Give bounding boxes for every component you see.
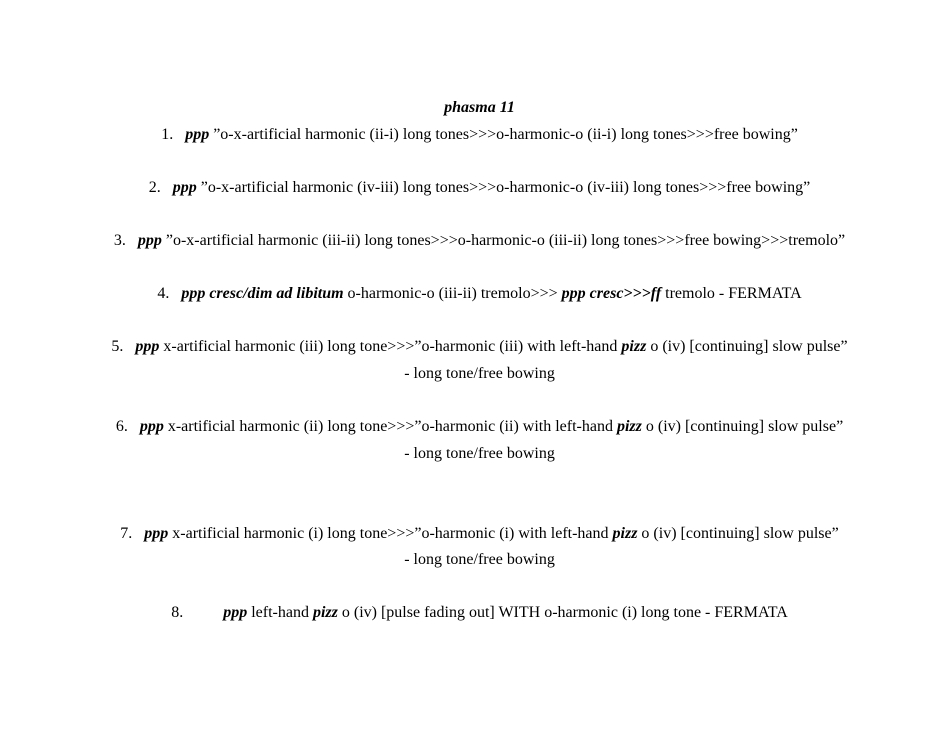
plain-text: 2. [148,178,173,196]
continuation-line [24,441,935,468]
plain-text: o (iv) [pulse fading out] WITH o-harmonic (i) long tone - FERMATA [337,604,788,622]
emphasis-text: ppp [172,178,197,196]
blank-line [24,255,935,282]
plain-text: 7. [120,524,145,542]
plain-text: tremolo - FERMATA [661,285,802,303]
emphasis-text: ppp [139,418,164,436]
list-item-4 [24,281,935,308]
blank-line [24,388,935,415]
plain-text: 3. [113,231,138,249]
plain-text: - long tone/free bowing [404,444,555,462]
list-item-7 [24,521,935,548]
plain-text: - long tone/free bowing [404,364,555,382]
blank-line [24,308,935,335]
blank-line [24,574,935,601]
list-item-3 [24,228,935,255]
emphasis-text: pizz [616,418,642,436]
continuation-line [24,547,935,574]
plain-text: 4. [157,285,182,303]
list-item-8 [24,600,935,627]
list-item-6 [24,414,935,441]
plain-text: 8. [171,604,224,622]
plain-text: x-artificial harmonic (ii) long tone>>>”o-harmonic (ii) with left-hand [163,418,617,436]
emphasis-text: ppp [137,231,162,249]
plain-text: ”o-x-artificial harmonic (ii-i) long tones>>>o-harmonic-o (ii-i) long tones>>>free bowing” [209,125,798,143]
emphasis-text: pizz [621,338,647,356]
emphasis-text: pizz [312,604,338,622]
plain-text: ”o-x-artificial harmonic (iii-ii) long tones>>>o-harmonic-o (iii-ii) long tones>>>free bowing>>>tremolo” [161,231,846,249]
plain-text: o (iv) [continuing] slow pulse” [637,524,839,542]
blank-line [24,201,935,228]
blank-line [24,494,935,521]
plain-text: 1. [161,125,186,143]
plain-text: - long tone/free bowing [404,551,555,569]
emphasis-text: ppp [185,125,210,143]
emphasis-text: pizz [612,524,638,542]
document-title: phasma 11 [444,99,515,116]
emphasis-text: ppp cresc>>>ff [561,285,662,303]
plain-text: ”o-x-artificial harmonic (iv-iii) long tones>>>o-harmonic-o (iv-iii) long tones>>>free bowing” [196,178,811,196]
plain-text: o-harmonic-o (iii-ii) tremolo>>> [343,285,562,303]
emphasis-text: ppp [135,338,160,356]
plain-text: x-artificial harmonic (iii) long tone>>>”o-harmonic (iii) with left-hand [159,338,622,356]
list-item-5 [24,334,935,361]
list-item-1 [24,122,935,149]
emphasis-text: ppp [223,604,248,622]
list-item-2 [24,175,935,202]
emphasis-text: ppp cresc/dim ad libitum [181,285,344,303]
document-body [24,122,935,627]
emphasis-text: ppp [144,524,169,542]
plain-text: 5. [111,338,136,356]
blank-line [24,148,935,175]
plain-text: o (iv) [continuing] slow pulse” [646,338,848,356]
continuation-line [24,361,935,388]
plain-text: 6. [115,418,140,436]
plain-text: o (iv) [continuing] slow pulse” [641,418,844,436]
plain-text: x-artificial harmonic (i) long tone>>>”o-harmonic (i) with left-hand [168,524,613,542]
plain-text: left-hand [247,604,313,622]
blank-line [24,467,935,494]
